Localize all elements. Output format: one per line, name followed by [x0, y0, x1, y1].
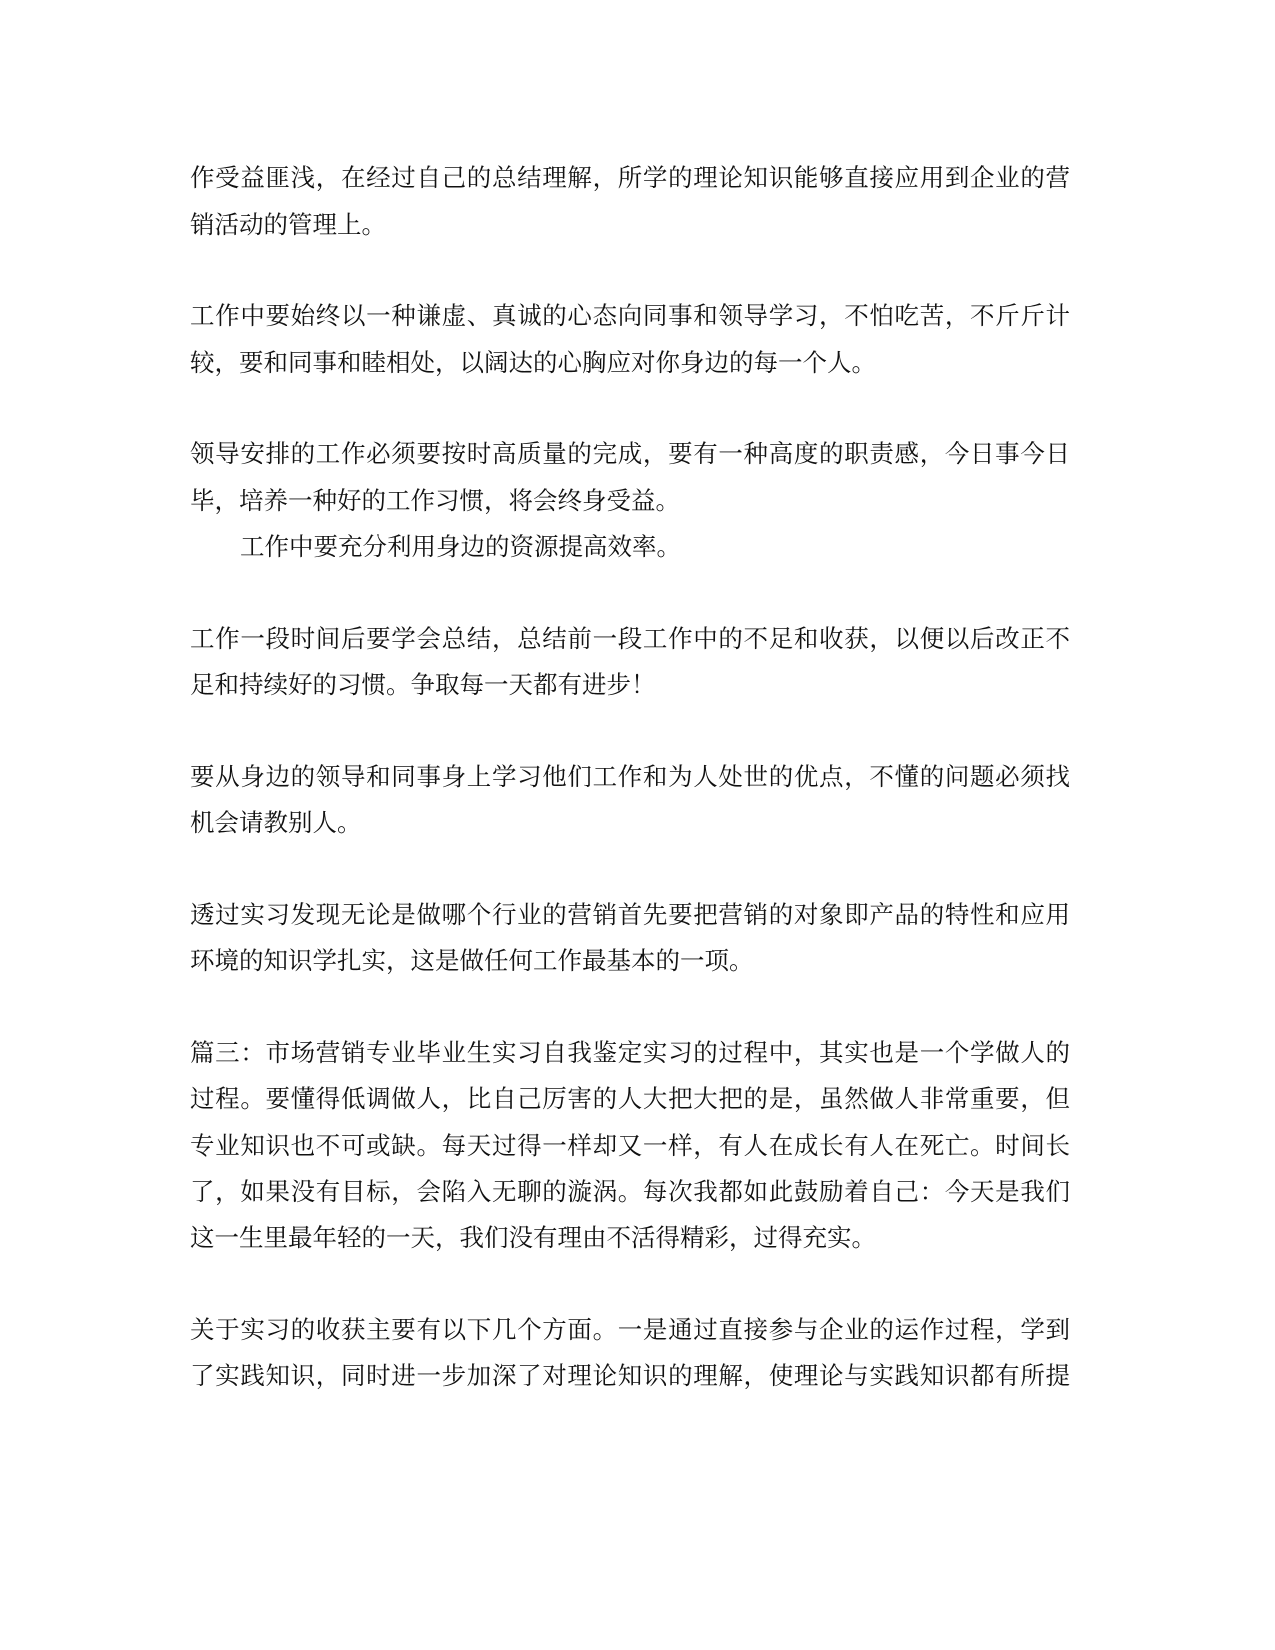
paragraph-9-line-2: 了实践知识，同时进一步加深了对理论知识的理解，使理论与实践知识都有所提: [190, 1361, 1070, 1390]
paragraph-8-line-4: 了，如果没有目标，会陷入无聊的漩涡。每次我都如此鼓励着自己：今天是我们: [190, 1177, 1070, 1206]
paragraph-1-line-1: 作受益匪浅，在经过自己的总结理解，所学的理论知识能够直接应用到企业的营: [190, 163, 1070, 192]
paragraph-6-line-2: 机会请教别人。: [190, 808, 362, 837]
paragraph-6-line-1: 要从身边的领导和同事身上学习他们工作和为人处世的优点，不懂的问题必须找: [190, 762, 1070, 791]
paragraph-1-line-2: 销活动的管理上。: [190, 210, 386, 239]
paragraph-7-line-1: 透过实习发现无论是做哪个行业的营销首先要把营销的对象即产品的特性和应用: [190, 900, 1070, 929]
paragraph-3-line-2: 毕，培养一种好的工作习惯，将会终身受益。: [190, 486, 680, 515]
paragraph-2-line-1: 工作中要始终以一种谦虚、真诚的心态向同事和领导学习，不怕吃苦，不斤斤计: [190, 301, 1070, 330]
paragraph-5-line-1: 工作一段时间后要学会总结，总结前一段工作中的不足和收获，以便以后改正不: [190, 624, 1070, 653]
paragraph-8-line-5: 这一生里最年轻的一天，我们没有理由不活得精彩，过得充实。: [190, 1223, 876, 1252]
paragraph-8-line-3: 专业知识也不可或缺。每天过得一样却又一样，有人在成长有人在死亡。时间长: [190, 1131, 1070, 1160]
paragraph-3-line-1: 领导安排的工作必须要按时高质量的完成，要有一种高度的职责感，今日事今日: [190, 439, 1070, 468]
paragraph-7-line-2: 环境的知识学扎实，这是做任何工作最基本的一项。: [190, 946, 754, 975]
paragraph-4-line-1: 工作中要充分利用身边的资源提高效率。: [240, 532, 681, 561]
paragraph-2-line-2: 较，要和同事和睦相处，以阔达的心胸应对你身边的每一个人。: [190, 348, 876, 377]
paragraph-9-line-1: 关于实习的收获主要有以下几个方面。一是通过直接参与企业的运作过程，学到: [190, 1315, 1070, 1344]
paragraph-8-line-2: 过程。要懂得低调做人，比自己厉害的人大把大把的是，虽然做人非常重要，但: [190, 1084, 1070, 1113]
paragraph-8-line-1: 篇三：市场营销专业毕业生实习自我鉴定实习的过程中，其实也是一个学做人的: [190, 1038, 1070, 1067]
paragraph-5-line-2: 足和持续好的习惯。争取每一天都有进步！: [190, 670, 656, 699]
